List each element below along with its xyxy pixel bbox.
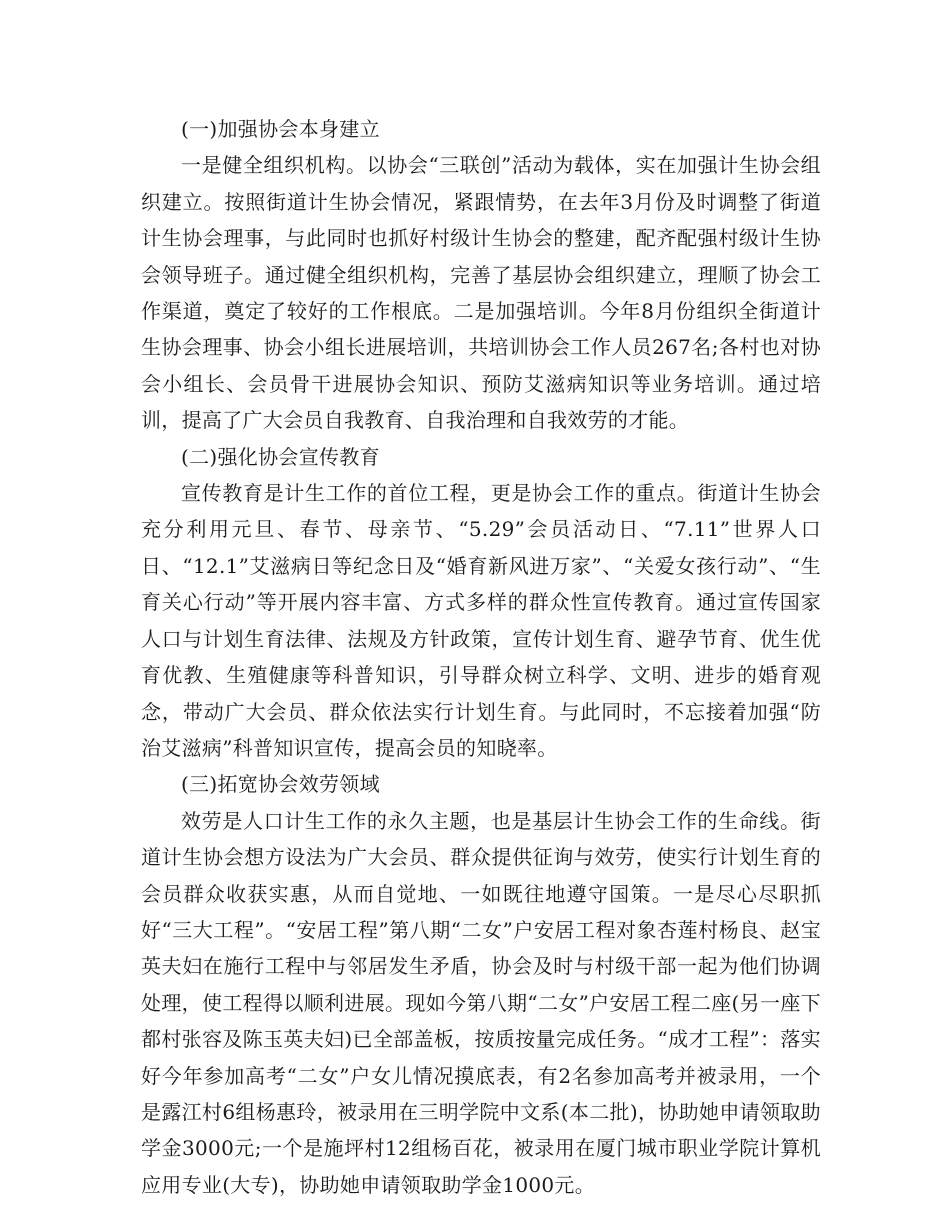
paragraph-3: 效劳是人口计生工作的永久主题，也是基层计生协会工作的生命线。街道计生协会想方设法为广大会员、群众提供征询与效劳，使实行计划生育的会员群众收获实惠，从而自觉地、一如既往地遵守国策。一是尽心尽职抓好“三大工程”。“安居工程”第八期“二女”户安居工程对象杏莲村杨良、赵宝英夫妇在施行工程中与邻居发生矛盾，协会及时与村级干部一起为他们协调处理，使工程得以顺利进展。现如今第八期“二女”户安居工程二座(另一座下都村张容及陈玉英夫妇)已全部盖板，按质按量完成任务。“成才工程”：落实好今年参加高考“二女”户女儿情况摸底表，有2名参加高考并被录用，一个是露江村6组杨惠玲，被录用在三明学院中文系(本二批)，协助她申请领取助学金3000元;一个是施坪村12组杨百花，被录用在厦门城市职业学院计算机应用专业(大专)，协助她申请领取助学金1000元。 bbox=[141, 808, 821, 1197]
paragraph-1: 一是健全组织机构。以协会“三联创”活动为载体，实在加强计生协会组织建立。按照街道计生协会情况，紧跟情势，在去年3月份及时调整了街道计生协会理事，与此同时也抓好村级计生协会的整建，配齐配强村级计生协会领导班子。通过健全组织机构，完善了基层协会组织建立，理顺了协会工作渠道，奠定了较好的工作根底。二是加强培训。今年8月份组织全街道计生协会理事、协会小组长进展培训，共培训协会工作人员267名;各村也对协会小组长、会员骨干进展协会知识、预防艾滋病知识等业务培训。通过培训，提高了广大会员自我教育、自我治理和自我效劳的才能。 bbox=[141, 153, 821, 433]
paragraph-2: 宣传教育是计生工作的首位工程，更是协会工作的重点。街道计生协会充分利用元旦、春节、母亲节、“5.29”会员活动日、“7.11”世界人口日、“12.1”艾滋病日等纪念日及“婚育新风进万家”、“关爱女孩行动”、“生育关心行动”等开展内容丰富、方式多样的群众性宣传教育。通过宣传国家人口与计划生育法律、法规及方针政策，宣传计划生育、避孕节育、优生优育优教、生殖健康等科普知识，引导群众树立科学、文明、进步的婚育观念，带动广大会员、群众依法实行计划生育。与此同时，不忘接着加强“防治艾滋病”科普知识宣传，提高会员的知晓率。 bbox=[141, 481, 821, 760]
section-heading-3: (三)拓宽协会效劳领域 bbox=[181, 772, 380, 797]
section-heading-1: (一)加强协会本身建立 bbox=[181, 117, 380, 141]
section-heading-2: (二)强化协会宣传教育 bbox=[181, 444, 380, 469]
document-body bbox=[141, 111, 821, 1203]
